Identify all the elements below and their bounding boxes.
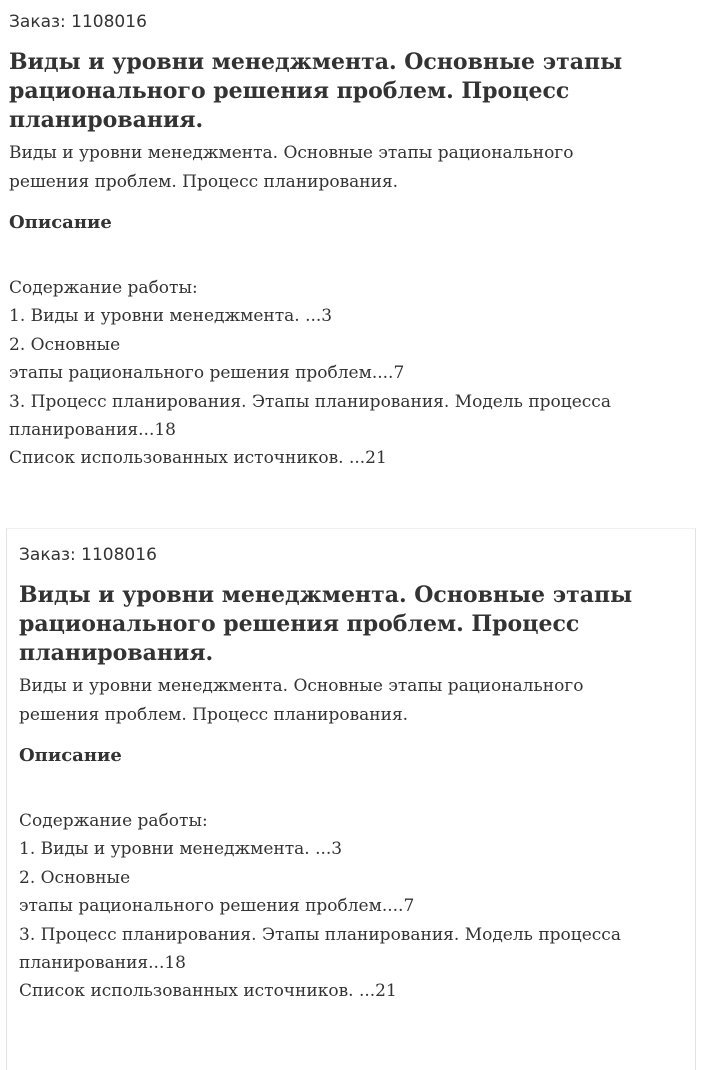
description-line: 3. Процесс планирования. Этапы планирования. Модель процесса [19, 924, 621, 945]
description-line: Содержание работы: [19, 811, 208, 831]
order-number: Заказ: 1108016 [9, 12, 147, 32]
description-line: 2. Основные [9, 334, 121, 355]
order-title [9, 48, 691, 135]
description-line: этапы рационального решения проблем....7 [19, 896, 415, 917]
description-line: Содержание работы: [9, 278, 198, 298]
description-line: планирования...18 [9, 420, 176, 441]
description-line: планирования...18 [19, 953, 186, 974]
description-line: 3. Процесс планирования. Этапы планирования. Модель процесса [9, 391, 611, 412]
description-line: 1. Виды и уровни менеджмента. ...3 [19, 839, 343, 860]
order-subtitle-line: Виды и уровни менеджмента. Основные этапы рационального [9, 143, 574, 163]
order-title-line: планирования. [19, 640, 214, 666]
description-line: Список использованных источников. ...21 [19, 981, 397, 1002]
description-heading: Описание [19, 745, 122, 766]
description-line: 2. Основные [19, 867, 131, 888]
order-card [6, 528, 696, 1070]
description-line: Список использованных источников. ...21 [9, 448, 387, 469]
order-title-line: рационального решения проблем. Процесс [19, 611, 580, 637]
order-subtitle-line: решения проблем. Процесс планирования. [19, 705, 409, 725]
description-heading: Описание [9, 212, 112, 233]
order-title-line: рационального решения проблем. Процесс [9, 78, 570, 104]
description-body [9, 274, 691, 473]
order-title-line: планирования. [9, 107, 204, 133]
order-title-line: Виды и уровни менеджмента. Основные этапы [19, 582, 633, 608]
order-number: Заказ: 1108016 [19, 545, 157, 565]
order-subtitle-line: Виды и уровни менеджмента. Основные этапы рационального [19, 676, 584, 696]
description-body [19, 807, 685, 1006]
order-title-line: Виды и уровни менеджмента. Основные этапы [9, 49, 623, 75]
order-subtitle [19, 672, 685, 730]
order-subtitle [9, 139, 691, 197]
description-line: этапы рационального решения проблем....7 [9, 363, 405, 384]
order-subtitle-line: решения проблем. Процесс планирования. [9, 172, 399, 192]
order-title [19, 581, 685, 668]
description-line: 1. Виды и уровни менеджмента. ...3 [9, 306, 333, 327]
order-card [0, 0, 701, 520]
